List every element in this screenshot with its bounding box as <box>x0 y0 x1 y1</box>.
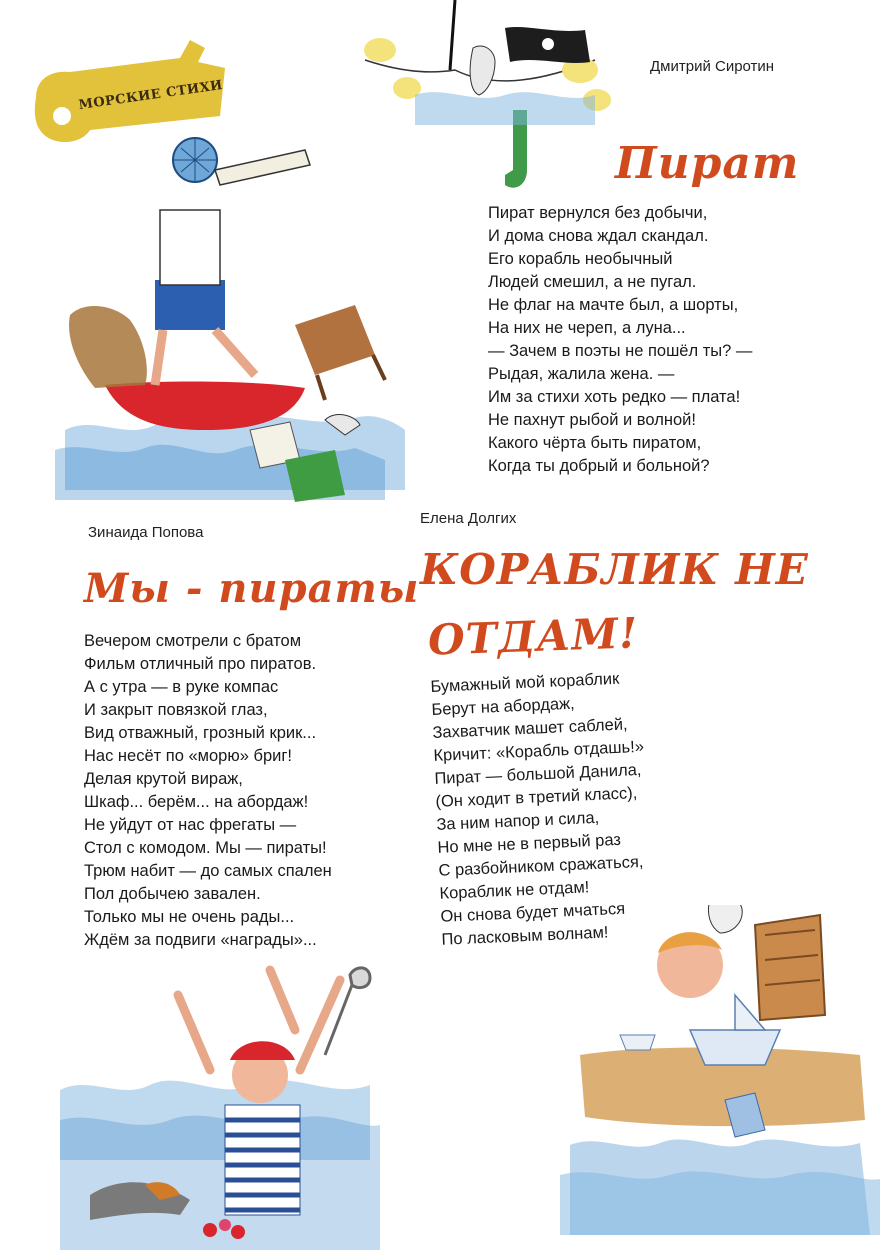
poem1-line: И дома снова ждал скандал. <box>488 227 709 245</box>
poem2-line: Вечером смотрели с братом <box>84 632 302 650</box>
poem3-line: Кричит: «Корабль отдашь!» <box>433 737 645 765</box>
poem2-line: Пол добычею завален. <box>84 885 261 903</box>
poem3-title-line2: ОТДАМ! <box>427 608 640 665</box>
poem1-line: Не пахнут рыбой и волной! <box>488 411 696 429</box>
badge-label: МОРСКИЕ СТИХИ <box>77 77 224 114</box>
poem3-line: Захватчик машет саблей, <box>432 715 628 742</box>
poem2-text <box>84 630 332 952</box>
poem2-line: Вид отважный, грозный крик... <box>84 724 317 742</box>
poem3-line: Пират — большой Данила, <box>434 760 642 788</box>
poem3-line: По ласковым волнам! <box>441 923 609 949</box>
poem1-line: На них не череп, а луна... <box>488 319 686 337</box>
poem2-line: Только мы не очень рады... <box>84 908 295 926</box>
poem3-line: Кораблик не отдам! <box>439 878 590 903</box>
poem3-author: Елена Долгих <box>420 510 517 527</box>
poem1-line: Какого чёрта быть пиратом, <box>488 434 702 452</box>
poem2-line: И закрыт повязкой глаз, <box>84 701 268 719</box>
poem3-line: С разбойником сражаться, <box>438 852 644 880</box>
poem2-line: Стол с комодом. Мы — пираты! <box>84 839 327 857</box>
poem3-line: Но мне не в первый раз <box>437 830 622 857</box>
poem3-line: Берут на абордаж, <box>431 694 576 719</box>
poem3-line: Бумажный мой кораблик <box>430 669 620 696</box>
poem1-line: Не флаг на мачте был, а шорты, <box>488 296 739 314</box>
poem1-text <box>488 202 752 478</box>
poem3-line: Он снова будет мчаться <box>440 899 626 926</box>
paper-boat-boy-illustration <box>560 905 890 1235</box>
flag-garland-illustration <box>355 0 625 200</box>
poem3-title-line1: КОРАБЛИК НЕ <box>420 545 809 594</box>
poem2-line: Не уйдут от нас фрегаты — <box>84 816 297 834</box>
pirate-kid-illustration <box>60 960 390 1250</box>
poem1-title: Пират <box>615 138 800 189</box>
poem2-line: Трюм набит — до самых спален <box>84 862 332 880</box>
poem1-line: — Зачем в поэты не пошёл ты? — <box>488 342 753 360</box>
poem2-line: А с утра — в руке компас <box>84 678 279 696</box>
poem3-line: (Он ходит в третий класс), <box>435 784 638 811</box>
poem1-line: Когда ты добрый и больной? <box>488 457 710 475</box>
poem2-line: Нас несёт по «морю» бриг! <box>84 747 292 765</box>
poem1-author: Дмитрий Сиротин <box>650 58 775 75</box>
poem1-line: Рыдая, жалила жена. — <box>488 365 675 383</box>
poem2-line: Делая крутой вираж, <box>84 770 243 788</box>
poem2-author: Зинаида Попова <box>88 524 204 541</box>
poem1-line: Им за стихи хоть редко — плата! <box>488 388 741 406</box>
poem1-line: Пират вернулся без добычи, <box>488 204 708 222</box>
poem2-title: Мы - пираты <box>84 565 420 612</box>
poem2-line: Шкаф... берём... на абордаж! <box>84 793 309 811</box>
poem3-line: За ним напор и сила, <box>436 808 600 834</box>
poem2-line: Фильм отличный про пиратов. <box>84 655 317 673</box>
poem2-line: Ждём за подвиги «награды»... <box>84 931 317 949</box>
poem1-line: Его корабль необычный <box>488 250 673 268</box>
poem1-line: Людей смешил, а не пугал. <box>488 273 697 291</box>
